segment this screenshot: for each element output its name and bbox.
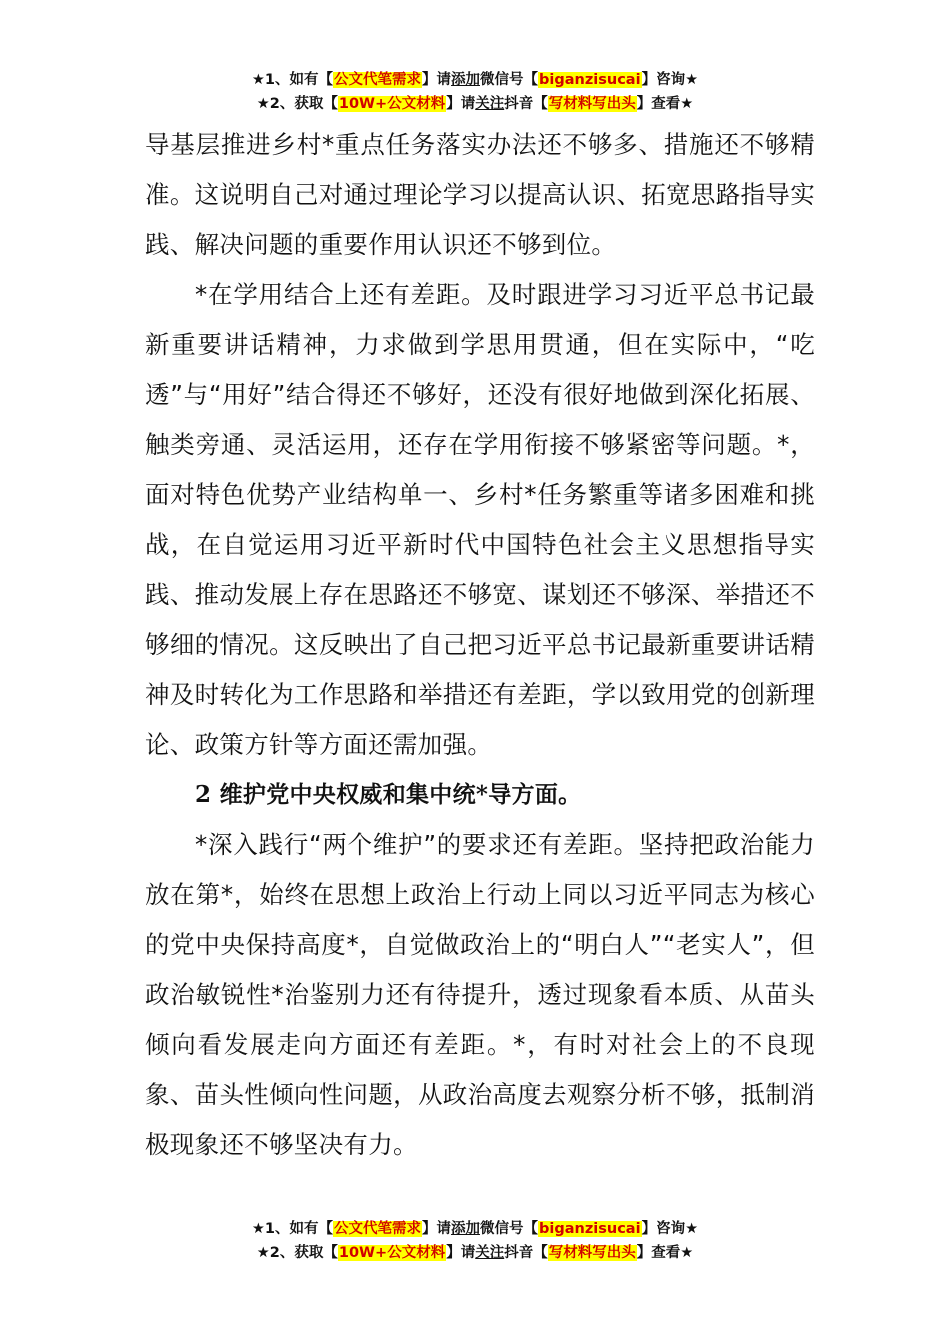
highlight-service: 公文代笔需求 <box>334 1221 422 1237</box>
banner-text: 微信号【 <box>480 72 539 88</box>
document-body <box>145 120 815 1170</box>
banner-line-2 <box>0 92 950 116</box>
douyin-account: 写材料写出头 <box>548 1245 636 1261</box>
banner-text: 添加 <box>451 72 481 88</box>
douyin-account: 写材料写出头 <box>548 96 636 112</box>
banner-text: 关注 <box>475 96 505 112</box>
banner-text: 】查看★ <box>636 1245 694 1261</box>
paragraph: *深入践行“两个维护”的要求还有差距。坚持把政治能力放在第*，始终在思想上政治上行动上同以习近平同志为核心的党中央保持高度*，自觉做政治上的“明白人”“老实人”，但政治敏锐性*治鉴别力还有待提升，透过现象看本质、从苗头倾向看发展走向方面还有差距。*，有时对社会上的不良现象、苗头性倾向性问题，从政治高度去观察分析不够，抵制消极现象还不够坚决有力。 <box>145 830 815 1159</box>
paragraph: 导基层推进乡村*重点任务落实办法还不够多、措施还不够精准。这说明自己对通过理论学习以提高认识、拓宽思路指导实践、解决问题的重要作用认识还不够到位。 <box>145 130 815 259</box>
banner-text: ★2、获取【 <box>256 1245 338 1261</box>
footer-banner <box>0 1217 950 1265</box>
banner-text: 】请 <box>446 1245 476 1261</box>
banner-text: 抖音【 <box>504 96 548 112</box>
banner-text: 微信号【 <box>480 1221 539 1237</box>
banner-line-1 <box>0 1217 950 1241</box>
banner-text: 】请 <box>422 1221 452 1237</box>
highlight-service: 公文代笔需求 <box>334 72 422 88</box>
banner-text: 】请 <box>446 96 476 112</box>
banner-text: 】咨询★ <box>641 1221 699 1237</box>
highlight-materials: 10W+公文材料 <box>338 1245 446 1261</box>
banner-text: ★1、如有【 <box>251 72 334 88</box>
banner-line-1 <box>0 68 950 92</box>
header-banner <box>0 68 950 116</box>
banner-text: 】查看★ <box>636 96 694 112</box>
banner-text: 抖音【 <box>504 1245 548 1261</box>
banner-text: 添加 <box>451 1221 481 1237</box>
wechat-id: biganzisucai <box>539 1221 641 1237</box>
banner-text: ★2、获取【 <box>256 96 338 112</box>
banner-text: 】咨询★ <box>641 72 699 88</box>
banner-text: 】请 <box>422 72 452 88</box>
banner-line-2 <box>0 1241 950 1265</box>
banner-text: ★1、如有【 <box>251 1221 334 1237</box>
paragraph: *在学用结合上还有差距。及时跟进学习习近平总书记最新重要讲话精神，力求做到学思用贯通，但在实际中，“吃透”与“用好”结合得还不够好，还没有很好地做到深化拓展、触类旁通、灵活运用，还存在学用衔接不够紧密等问题。*，面对特色优势产业结构单一、乡村*任务繁重等诸多困难和挑战，在自觉运用习近平新时代中国特色社会主义思想指导实践、推动发展上存在思路还不够宽、谋划还不够深、举措还不够细的情况。这反映出了自己把习近平总书记最新重要讲话精神及时转化为工作思路和举措还有差距，学以致用党的创新理论、政策方针等方面还需加强。 <box>145 280 815 759</box>
banner-text: 关注 <box>475 1245 505 1261</box>
highlight-materials: 10W+公文材料 <box>338 96 446 112</box>
wechat-id: biganzisucai <box>539 72 641 88</box>
section-heading: 2 维护党中央权威和集中统*导方面。 <box>195 781 582 808</box>
